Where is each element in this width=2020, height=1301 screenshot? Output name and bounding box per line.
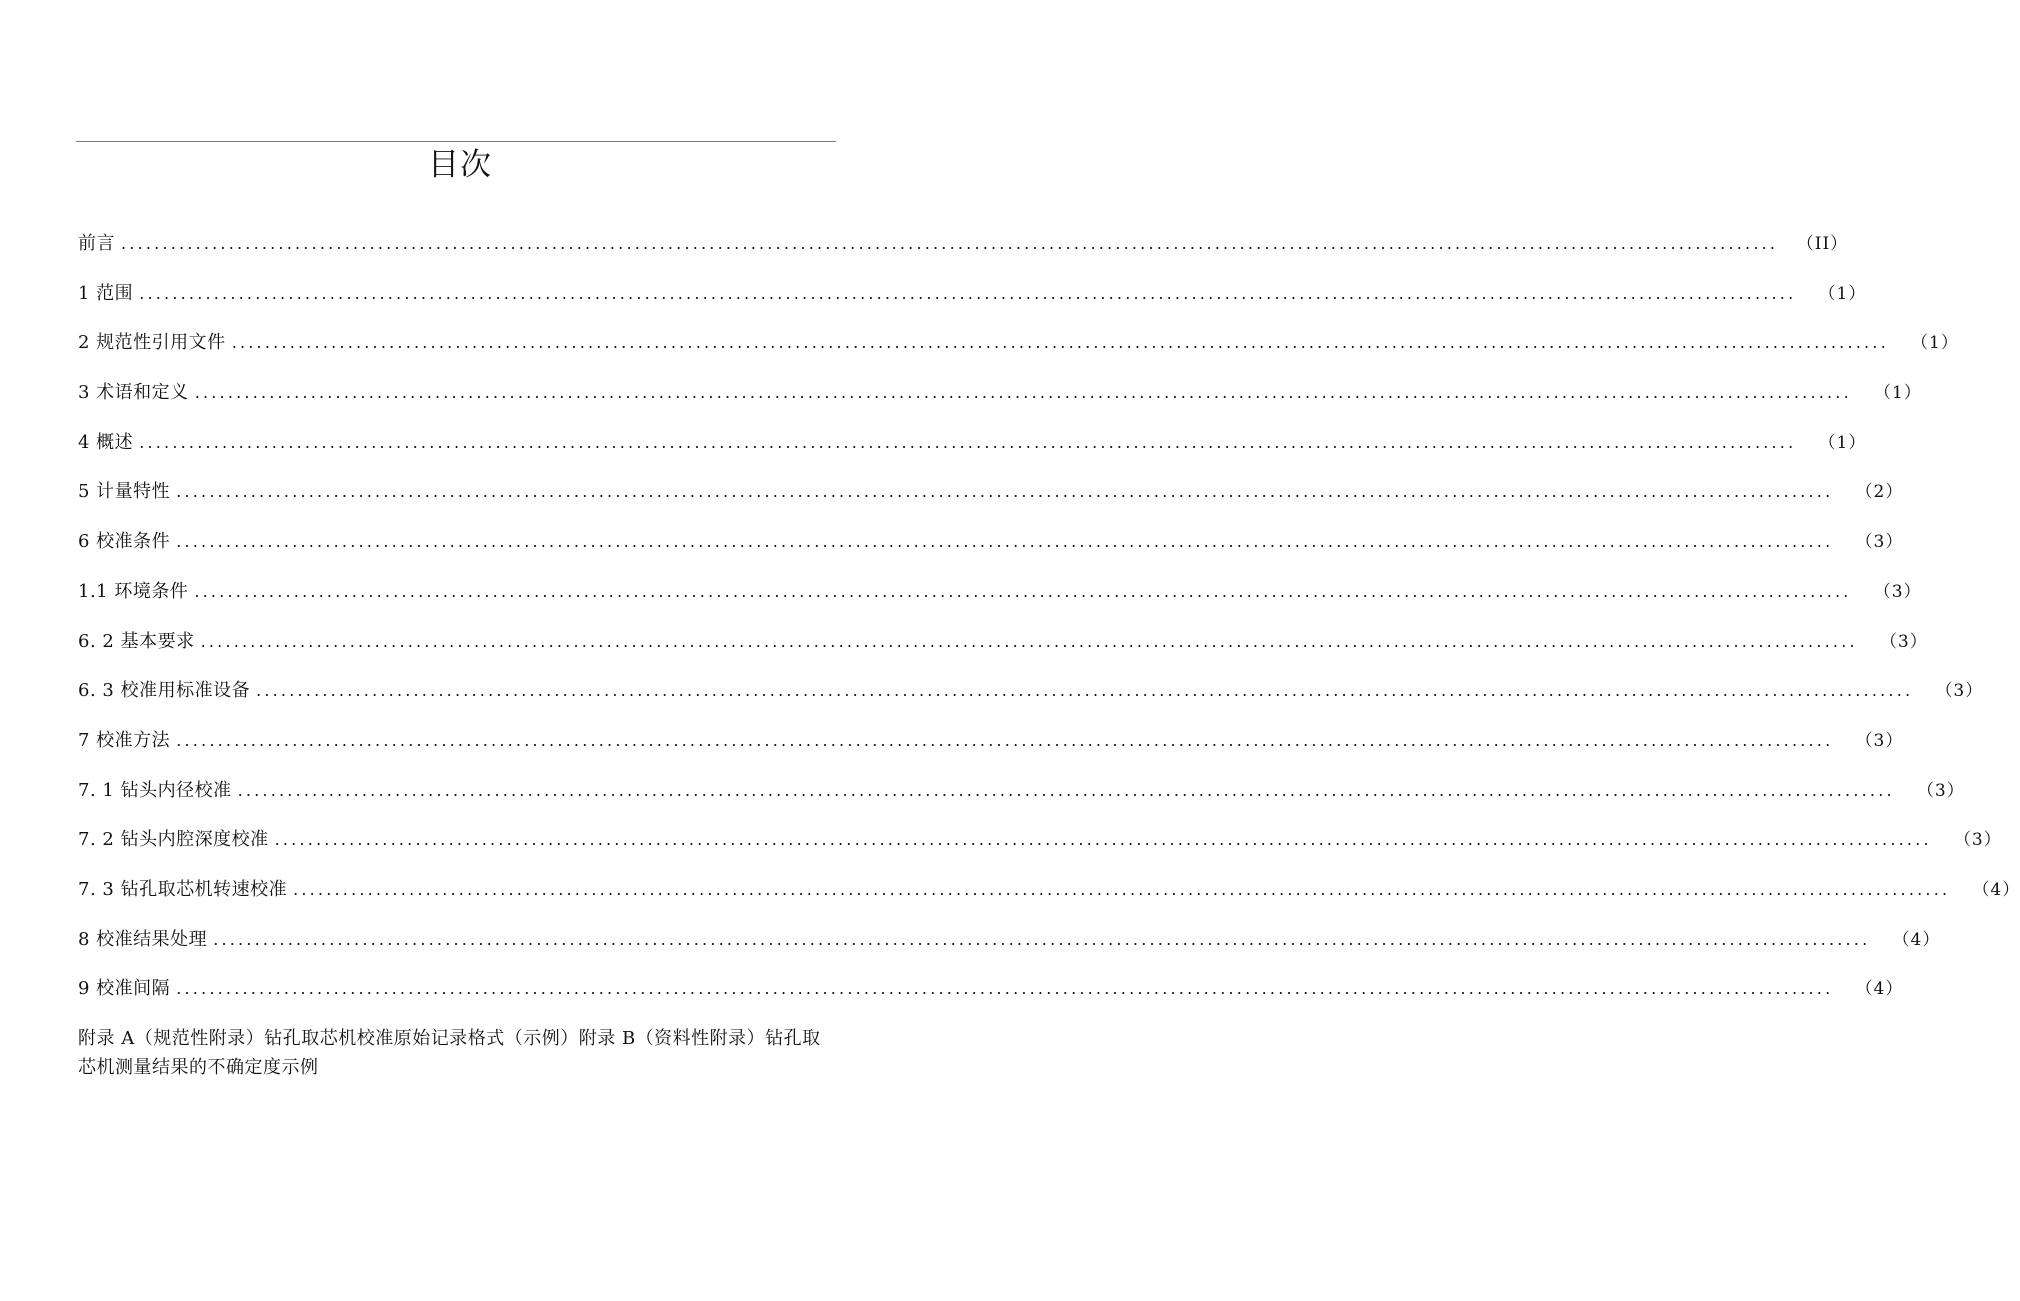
toc-entry[interactable]: [78, 627, 1928, 677]
toc-entry-page-number: （II）: [1796, 234, 1849, 254]
toc-entry-page-number: （3）: [1855, 730, 1904, 751]
toc-entry-page-number: （3）: [1879, 631, 1928, 652]
toc-entry-label: 9 校准间隔: [78, 978, 171, 1000]
table-of-contents: [78, 229, 2020, 1024]
toc-entry[interactable]: [78, 776, 1965, 826]
toc-dot-leader: ........................................................................................................................................................................................................: [176, 979, 1834, 999]
toc-dot-leader: ........................................................................................................................................................................................................: [293, 879, 1951, 899]
toc-dot-leader: ........................................................................................................................................................................................................: [274, 830, 1932, 850]
toc-entry-page-number: （2）: [1855, 482, 1904, 503]
toc-entry-label: 6. 3 校准用标准设备: [78, 680, 251, 702]
toc-dot-leader: ........................................................................................................................................................................................................: [139, 283, 1797, 303]
toc-entry-label: 1.1 环境条件: [78, 580, 189, 602]
toc-dot-leader: ........................................................................................................................................................................................................: [139, 432, 1797, 452]
toc-entry-label: 前言: [78, 233, 115, 254]
toc-entry-label: 2 规范性引用文件: [78, 332, 226, 354]
toc-entry-label: 4 概述: [78, 431, 134, 453]
toc-entry-label: 8 校准结果处理: [78, 928, 208, 950]
toc-dot-leader: ........................................................................................................................................................................................................: [176, 730, 1834, 750]
toc-entry-label: 5 计量特性: [78, 481, 171, 503]
toc-entry[interactable]: [78, 229, 1849, 279]
toc-entry-page-number: （4）: [1855, 979, 1904, 1000]
appendix-list: 附录 A（规范性附录）钻孔取芯机校准原始记录格式（示例）附录 B（资料性附录）钻孔取芯机测量结果的不确定度示例: [78, 1028, 821, 1078]
toc-entry[interactable]: [78, 974, 1904, 1024]
toc-entry-label: 7. 2 钻头内腔深度校准: [78, 829, 269, 851]
toc-entry[interactable]: [78, 925, 1941, 975]
toc-dot-leader: ........................................................................................................................................................................................................: [213, 929, 1871, 949]
toc-entry[interactable]: [78, 279, 1867, 329]
toc-dot-leader: ........................................................................................................................................................................................................: [121, 234, 1779, 253]
toc-entry-label: 3 术语和定义: [78, 382, 189, 404]
toc-entry-label: 7. 1 钻头内径校准: [78, 779, 232, 801]
toc-entry-page-number: （4）: [1892, 929, 1941, 950]
toc-entry[interactable]: [78, 825, 2002, 875]
toc-entry-page-number: （4）: [1972, 879, 2020, 900]
toc-entry[interactable]: [78, 477, 1904, 527]
toc-entry-page-number: （3）: [1873, 581, 1922, 602]
toc-dot-leader: ........................................................................................................................................................................................................: [231, 333, 1889, 353]
toc-dot-leader: ........................................................................................................................................................................................................: [176, 532, 1834, 552]
toc-entry[interactable]: [78, 875, 2020, 925]
toc-entry[interactable]: [78, 378, 1922, 428]
toc-entry-page-number: （1）: [1818, 432, 1867, 453]
toc-entry-page-number: （3）: [1953, 830, 2002, 851]
toc-entry[interactable]: [78, 328, 1959, 378]
top-rule: [76, 141, 836, 142]
toc-entry-page-number: （3）: [1855, 532, 1904, 553]
toc-entry-page-number: （1）: [1874, 383, 1922, 404]
toc-dot-leader: ........................................................................................................................................................................................................: [256, 681, 1914, 701]
toc-dot-leader: ........................................................................................................................................................................................................: [194, 383, 1852, 403]
toc-entry-label: 6 校准条件: [78, 531, 171, 553]
toc-dot-leader: ........................................................................................................................................................................................................: [237, 780, 1895, 800]
toc-entry[interactable]: [78, 676, 1984, 726]
toc-entry-page-number: （1）: [1911, 333, 1959, 354]
toc-entry[interactable]: [78, 527, 1904, 577]
toc-dot-leader: ........................................................................................................................................................................................................: [176, 482, 1834, 502]
toc-entry[interactable]: [78, 726, 1904, 776]
toc-entry[interactable]: [78, 428, 1867, 478]
toc-entry-label: 7 校准方法: [78, 729, 171, 751]
toc-dot-leader: ........................................................................................................................................................................................................: [200, 631, 1858, 651]
toc-entry-label: 6. 2 基本要求: [78, 630, 195, 652]
toc-entry-page-number: （3）: [1916, 780, 1965, 801]
toc-entry-label: 7. 3 钻孔取芯机转速校准: [78, 878, 288, 900]
toc-entry-page-number: （3）: [1935, 681, 1984, 702]
toc-entry-label: 1 范围: [78, 282, 134, 304]
toc-dot-leader: ........................................................................................................................................................................................................: [194, 581, 1852, 601]
toc-entry-page-number: （1）: [1818, 283, 1867, 304]
toc-entry[interactable]: [78, 577, 1922, 627]
page-title: 目次: [428, 147, 492, 183]
